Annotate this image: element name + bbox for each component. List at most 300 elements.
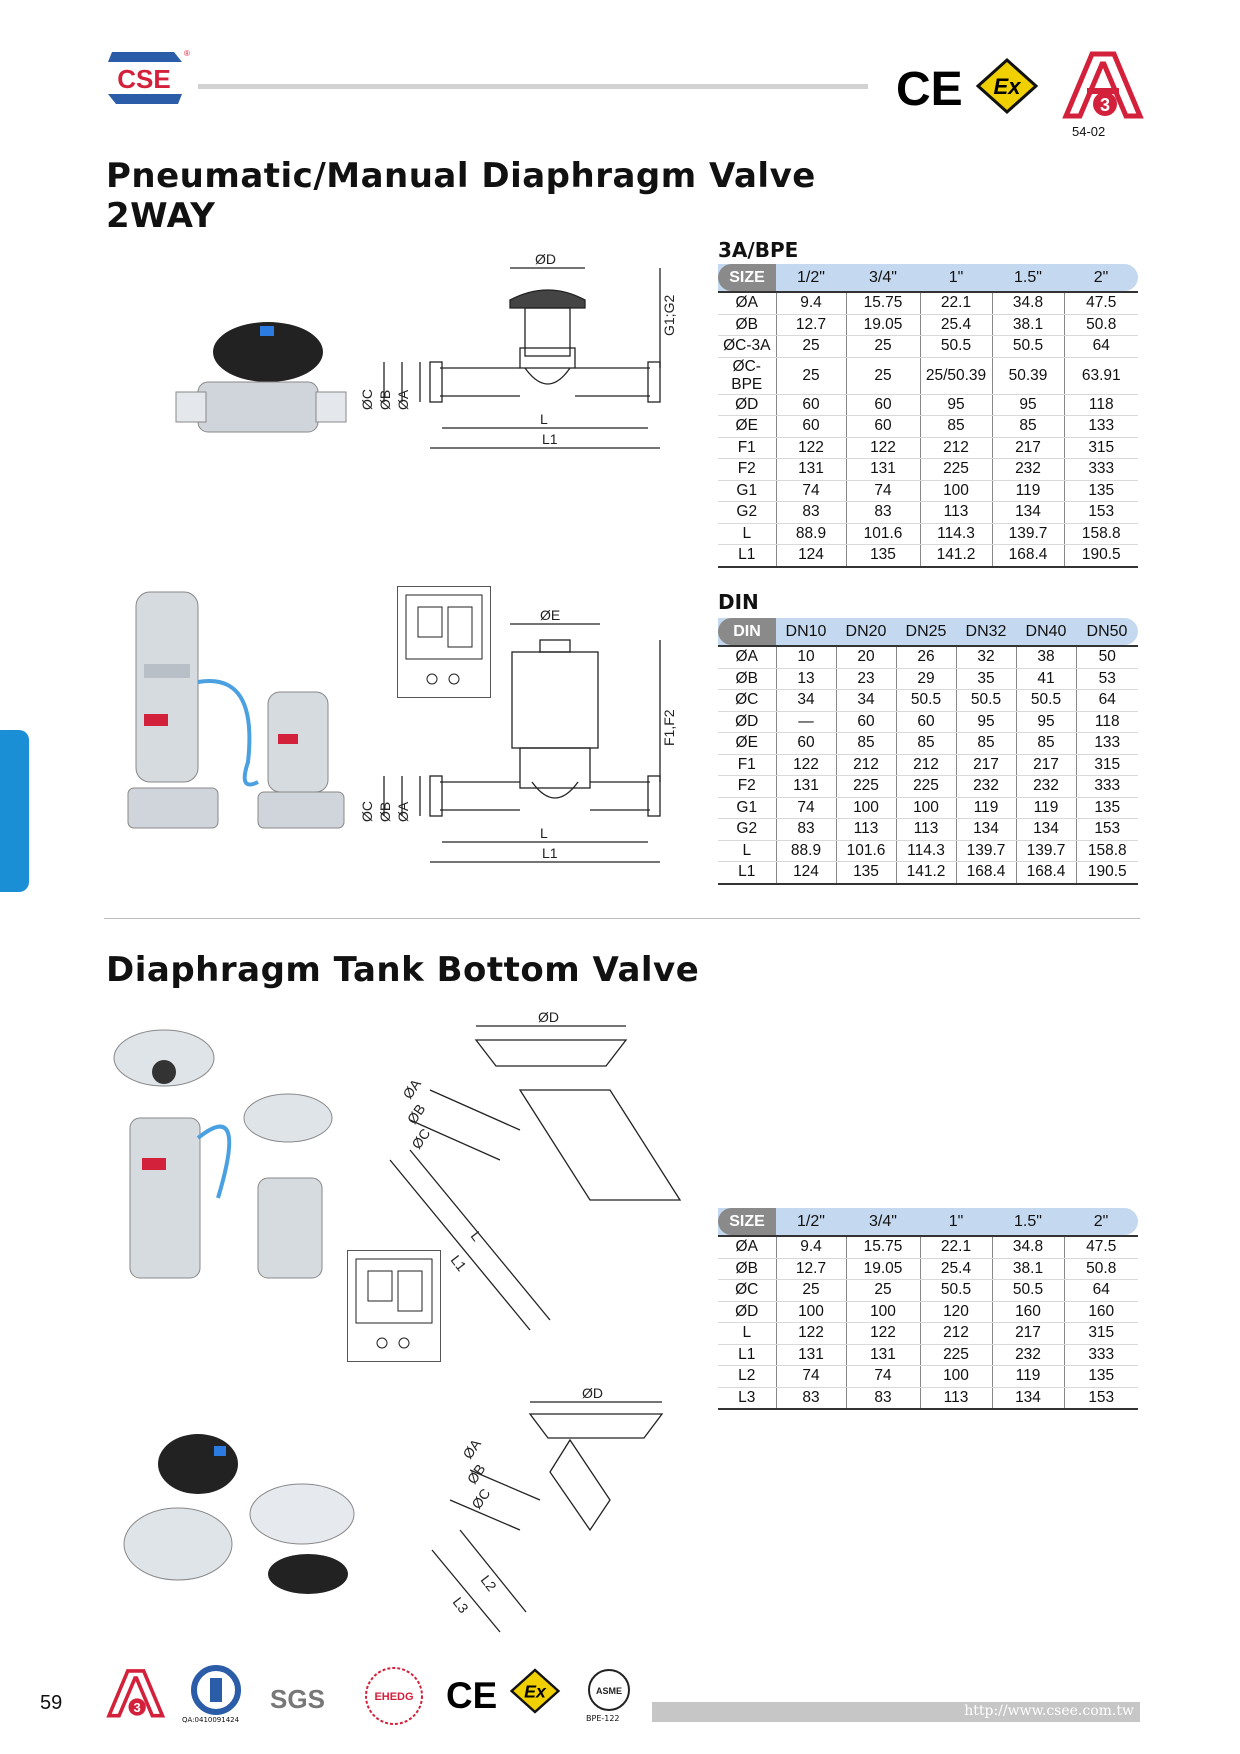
table-cell: 32 [956, 647, 1016, 668]
row-label: ØA [718, 1237, 776, 1258]
tuv-cert-number: QA:0410091424 [182, 1716, 240, 1724]
table-cell: 74 [846, 1366, 920, 1388]
table-cell: 131 [846, 1344, 920, 1366]
manual-valve-drawing [360, 250, 690, 460]
svg-text:ØC: ØC [359, 801, 375, 822]
table-row [718, 1280, 1138, 1302]
table-row [718, 1344, 1138, 1366]
row-label: L [718, 840, 776, 862]
table-cell: 134 [956, 819, 1016, 841]
tank-manual-drawing [430, 1380, 680, 1644]
svg-text:G1;G2: G1;G2 [661, 294, 677, 336]
table-cell: 47.5 [1064, 293, 1138, 314]
svg-text:ØB: ØB [403, 1101, 429, 1127]
svg-text:®: ® [184, 49, 190, 58]
svg-text:L1: L1 [447, 1251, 470, 1275]
table-cell: 25 [776, 1280, 846, 1302]
ehedg-logo [362, 1664, 426, 1728]
table-cell: 158.8 [1076, 840, 1138, 862]
table-cell: 100 [896, 797, 956, 819]
svg-text:L1: L1 [542, 845, 558, 861]
table-cell: 134 [992, 502, 1064, 524]
table-cell: 158.8 [1064, 523, 1138, 545]
table-cell: 50.8 [1064, 314, 1138, 336]
table-row [718, 862, 1138, 884]
manual-valve-photo [168, 312, 378, 452]
table-tank-header [718, 1208, 1138, 1235]
section-divider [104, 918, 1140, 919]
table-cell: 25 [776, 336, 846, 358]
table-row [718, 523, 1138, 545]
table-cell: 50.5 [956, 690, 1016, 712]
svg-text:L2: L2 [477, 1571, 500, 1595]
row-label: L1 [718, 1344, 776, 1366]
svg-text:L: L [540, 825, 548, 841]
table-row [718, 1323, 1138, 1345]
table-cell: 25.4 [920, 1258, 992, 1280]
asme-bpe-code: BPE-122 [586, 1714, 620, 1723]
table-cell: 50 [1076, 647, 1138, 668]
table-3a-body [718, 293, 1138, 568]
row-label: G1 [718, 797, 776, 819]
table-cell: 135 [1076, 797, 1138, 819]
table-row [718, 1387, 1138, 1409]
table-cell: 85 [1016, 733, 1076, 755]
svg-text:EHEDG: EHEDG [374, 1691, 414, 1703]
pneumatic-valve-photo [118, 582, 368, 854]
table-cell: 34 [836, 690, 896, 712]
tuv-logo [182, 1664, 248, 1730]
table-din-head-label: DIN [718, 618, 776, 645]
table-row [718, 1366, 1138, 1388]
table-cell: 190.5 [1076, 862, 1138, 884]
table-din [718, 618, 1138, 885]
table-cell: 83 [846, 502, 920, 524]
table-cell: 153 [1064, 502, 1138, 524]
row-label: ØD [718, 711, 776, 733]
table-cell: 85 [920, 416, 992, 438]
row-label: ØB [718, 668, 776, 690]
row-label: ØB [718, 314, 776, 336]
table-cell: 47.5 [1064, 1237, 1138, 1258]
svg-text:CSE: CSE [117, 64, 171, 94]
table-cell: 29 [896, 668, 956, 690]
column-header: DN50 [1086, 623, 1128, 640]
table-cell: 15.75 [846, 293, 920, 314]
table-cell: 114.3 [920, 523, 992, 545]
svg-text:ØC: ØC [408, 1125, 434, 1152]
table-cell: 131 [846, 459, 920, 481]
section1-title [106, 156, 816, 236]
table-cell: 160 [1064, 1301, 1138, 1323]
table-cell: 64 [1064, 336, 1138, 358]
row-label: G2 [718, 819, 776, 841]
table-cell: 232 [956, 776, 1016, 798]
table-cell: 124 [776, 862, 836, 884]
table-cell: 124 [776, 545, 846, 567]
svg-text:CE: CE [446, 1674, 498, 1716]
table-cell: 25 [846, 357, 920, 394]
table-cell: 135 [1064, 480, 1138, 502]
row-label: F2 [718, 776, 776, 798]
column-header: 1/2" [797, 1213, 825, 1230]
table-cell: 217 [992, 1323, 1064, 1345]
brand-logo [104, 48, 190, 110]
row-label: L2 [718, 1366, 776, 1388]
table-cell: 74 [776, 1366, 846, 1388]
table-cell: 15.75 [846, 1237, 920, 1258]
svg-text:Ex: Ex [524, 1681, 546, 1702]
table-cell: 333 [1064, 459, 1138, 481]
column-header: 1/2" [797, 269, 825, 286]
din-valve-drawing [360, 600, 690, 880]
table-cell: 12.7 [776, 314, 846, 336]
table-cell: 168.4 [1016, 862, 1076, 884]
table-cell: 50.5 [1016, 690, 1076, 712]
table-row [718, 711, 1138, 733]
table-cell: 212 [896, 754, 956, 776]
table-cell: 141.2 [920, 545, 992, 567]
table-cell: 25 [846, 336, 920, 358]
table-row [718, 797, 1138, 819]
table-cell: 60 [846, 394, 920, 416]
table-cell: 50.39 [992, 357, 1064, 394]
table-cell: 100 [846, 1301, 920, 1323]
table-tank-body [718, 1237, 1138, 1410]
table-cell: 25/50.39 [920, 357, 992, 394]
table-cell: 85 [992, 416, 1064, 438]
table-cell: 168.4 [992, 545, 1064, 567]
table-row [718, 480, 1138, 502]
table-cell: 131 [776, 459, 846, 481]
table-cell: 135 [1064, 1366, 1138, 1388]
table-cell: 131 [776, 776, 836, 798]
row-label: ØA [718, 647, 776, 668]
table-cell: 135 [846, 545, 920, 567]
table-3a-caption: 3A/BPE [718, 238, 799, 262]
table-cell: 113 [920, 1387, 992, 1409]
row-label: G1 [718, 480, 776, 502]
svg-text:3: 3 [1099, 95, 1111, 115]
table-cell: 134 [992, 1387, 1064, 1409]
table-cell: 34.8 [992, 293, 1064, 314]
table-cell: 60 [836, 711, 896, 733]
column-header: DN40 [1025, 623, 1067, 640]
table-cell: 315 [1076, 754, 1138, 776]
table-cell: 315 [1064, 437, 1138, 459]
table-row [718, 502, 1138, 524]
table-cell: 100 [920, 1366, 992, 1388]
table-cell: 35 [956, 668, 1016, 690]
table-cell: 34.8 [992, 1237, 1064, 1258]
table-cell: 85 [836, 733, 896, 755]
table-cell: 122 [846, 437, 920, 459]
table-cell: 50.8 [1064, 1258, 1138, 1280]
svg-text:ØD: ØD [538, 1009, 559, 1025]
section2-title: Diaphragm Tank Bottom Valve [106, 950, 700, 990]
table-cell: 38.1 [992, 314, 1064, 336]
row-label: ØD [718, 394, 776, 416]
table-cell: 41 [1016, 668, 1076, 690]
table-cell: 95 [956, 711, 1016, 733]
row-label: ØC [718, 1280, 776, 1302]
table-cell: 100 [836, 797, 896, 819]
column-header: 2" [1093, 1213, 1109, 1230]
table-cell: 120 [920, 1301, 992, 1323]
column-header: 3/4" [869, 1213, 897, 1230]
row-label: L [718, 523, 776, 545]
table-row [718, 459, 1138, 481]
table-cell: 88.9 [776, 523, 846, 545]
a3-mark [1062, 50, 1142, 126]
table-cell: 122 [776, 1323, 846, 1345]
svg-text:ØC: ØC [468, 1485, 494, 1512]
table-cell: 134 [1016, 819, 1076, 841]
column-header: 1" [948, 269, 964, 286]
svg-text:CE: CE [896, 63, 963, 116]
table-row [718, 1258, 1138, 1280]
table-cell: 64 [1064, 1280, 1138, 1302]
table-cell: 74 [776, 797, 836, 819]
sgs-logo: SGS [270, 1684, 325, 1714]
table-row [718, 545, 1138, 567]
column-header: 2" [1093, 269, 1109, 286]
svg-text:ØA: ØA [395, 801, 411, 822]
row-label: ØE [718, 416, 776, 438]
table-cell: 60 [896, 711, 956, 733]
table-cell: 50.5 [992, 336, 1064, 358]
table-cell: 12.7 [776, 1258, 846, 1280]
table-cell: 114.3 [896, 840, 956, 862]
table-cell: 60 [846, 416, 920, 438]
table-3a [718, 264, 1138, 568]
table-tank-head-label: SIZE [718, 1208, 776, 1235]
table-cell: 83 [776, 819, 836, 841]
table-row [718, 293, 1138, 314]
table-cell: 119 [992, 480, 1064, 502]
svg-text:ØC: ØC [359, 389, 375, 410]
column-header: 3/4" [869, 269, 897, 286]
table-cell: 50.5 [920, 336, 992, 358]
table-cell: 118 [1064, 394, 1138, 416]
table-cell: 95 [992, 394, 1064, 416]
row-label: ØC-BPE [718, 357, 776, 394]
table-cell: 212 [836, 754, 896, 776]
column-header: DN25 [905, 623, 947, 640]
svg-text:L3: L3 [449, 1593, 472, 1617]
table-cell: 25 [776, 357, 846, 394]
table-cell: 23 [836, 668, 896, 690]
table-cell: 232 [1016, 776, 1076, 798]
table-cell: 190.5 [1064, 545, 1138, 567]
section1-title-line2: 2WAY [106, 196, 216, 236]
row-label: L3 [718, 1387, 776, 1409]
table-cell: 225 [896, 776, 956, 798]
table-cell: 85 [896, 733, 956, 755]
table-cell: 85 [956, 733, 1016, 755]
table-cell: 9.4 [776, 293, 846, 314]
svg-text:F1,F2: F1,F2 [661, 709, 677, 746]
table-cell: 22.1 [920, 293, 992, 314]
table-cell: 22.1 [920, 1237, 992, 1258]
column-header: DN10 [785, 623, 827, 640]
table-cell: 168.4 [956, 862, 1016, 884]
table-cell: 19.05 [846, 1258, 920, 1280]
table-cell: 315 [1064, 1323, 1138, 1345]
table-row [718, 336, 1138, 358]
svg-text:L: L [540, 411, 548, 427]
table-cell: 153 [1076, 819, 1138, 841]
table-cell: 122 [776, 437, 846, 459]
row-label: L1 [718, 862, 776, 884]
table-cell: 60 [776, 416, 846, 438]
table-cell: 101.6 [836, 840, 896, 862]
section1-title-line1: Pneumatic/Manual Diaphragm Valve [106, 156, 816, 196]
page-number: 59 [40, 1692, 63, 1714]
table-cell: 133 [1064, 416, 1138, 438]
table-din-header [718, 618, 1138, 645]
table-cell: 20 [836, 647, 896, 668]
footer-ce-mark [446, 1674, 498, 1718]
column-header: DN20 [845, 623, 887, 640]
table-row [718, 733, 1138, 755]
column-header: 1.5" [1014, 1213, 1042, 1230]
ce-mark [896, 63, 963, 116]
table-cell: 83 [776, 502, 846, 524]
svg-text:ØD: ØD [582, 1385, 603, 1401]
tank-manual-photo [118, 1424, 358, 1600]
table-row [718, 754, 1138, 776]
svg-text:Ex: Ex [993, 74, 1021, 99]
table-cell: 212 [920, 437, 992, 459]
table-cell: 139.7 [992, 523, 1064, 545]
svg-text:L1: L1 [542, 431, 558, 447]
table-cell: 232 [992, 459, 1064, 481]
table-cell: 88.9 [776, 840, 836, 862]
row-label: ØE [718, 733, 776, 755]
table-tank [718, 1208, 1138, 1410]
table-cell: 26 [896, 647, 956, 668]
footer-url-bar[interactable] [652, 1702, 1140, 1722]
svg-text:ASME: ASME [595, 1686, 623, 1696]
table-cell: 64 [1076, 690, 1138, 712]
table-row [718, 437, 1138, 459]
table-cell: 60 [776, 394, 846, 416]
side-tab [0, 730, 29, 892]
row-label: F2 [718, 459, 776, 481]
svg-text:ØE: ØE [540, 607, 561, 623]
table-cell: 50.5 [896, 690, 956, 712]
asme-logo [584, 1664, 634, 1730]
svg-text:L: L [467, 1227, 486, 1244]
table-cell: 38.1 [992, 1258, 1064, 1280]
row-label: ØA [718, 293, 776, 314]
table-cell: 95 [1016, 711, 1076, 733]
table-cell: 217 [992, 437, 1064, 459]
table-cell: 217 [956, 754, 1016, 776]
table-cell: 113 [896, 819, 956, 841]
table-din-body [718, 647, 1138, 885]
table-row [718, 1237, 1138, 1258]
table-cell: 122 [776, 754, 836, 776]
svg-text:ØA: ØA [459, 1435, 485, 1462]
table-cell: 50.5 [920, 1280, 992, 1302]
cert-code: 54-02 [1072, 124, 1106, 139]
table-cell: 133 [1076, 733, 1138, 755]
footer-url[interactable]: http://www.csee.com.tw [964, 1703, 1134, 1719]
svg-text:3: 3 [133, 1700, 141, 1716]
table-cell: 119 [992, 1366, 1064, 1388]
table-cell: 119 [956, 797, 1016, 819]
table-cell: 83 [776, 1387, 846, 1409]
row-label: ØD [718, 1301, 776, 1323]
row-label: L1 [718, 545, 776, 567]
table-cell: 135 [836, 862, 896, 884]
table-cell: 53 [1076, 668, 1138, 690]
table-cell: 74 [846, 480, 920, 502]
table-cell: 113 [836, 819, 896, 841]
table-cell: 119 [1016, 797, 1076, 819]
table-cell: 217 [1016, 754, 1076, 776]
table-cell: 141.2 [896, 862, 956, 884]
table-row [718, 776, 1138, 798]
table-cell: 10 [776, 647, 836, 668]
table-cell: 19.05 [846, 314, 920, 336]
table-cell: 139.7 [956, 840, 1016, 862]
table-cell: 212 [920, 1323, 992, 1345]
table-row [718, 647, 1138, 668]
table-row [718, 416, 1138, 438]
table-cell: 118 [1076, 711, 1138, 733]
table-cell: 333 [1076, 776, 1138, 798]
row-label: F1 [718, 437, 776, 459]
table-row [718, 840, 1138, 862]
svg-text:ØB: ØB [463, 1461, 489, 1487]
table-cell: 153 [1064, 1387, 1138, 1409]
row-label: ØC [718, 690, 776, 712]
row-label: F1 [718, 754, 776, 776]
svg-text:ØA: ØA [399, 1075, 425, 1102]
table-cell: 139.7 [1016, 840, 1076, 862]
table-cell: 100 [920, 480, 992, 502]
table-din-caption: DIN [718, 590, 759, 614]
table-cell: 63.91 [1064, 357, 1138, 394]
footer-ex-mark [510, 1668, 560, 1718]
table-row [718, 357, 1138, 394]
table-cell: 225 [920, 459, 992, 481]
table-cell: 225 [920, 1344, 992, 1366]
table-cell: 100 [776, 1301, 846, 1323]
table-cell: 131 [776, 1344, 846, 1366]
table-cell: — [776, 711, 836, 733]
table-cell: 122 [846, 1323, 920, 1345]
row-label: L [718, 1323, 776, 1345]
row-label: ØC-3A [718, 336, 776, 358]
svg-text:ØB: ØB [377, 389, 393, 410]
table-3a-header [718, 264, 1138, 291]
table-cell: 225 [836, 776, 896, 798]
table-row [718, 819, 1138, 841]
svg-text:ØD: ØD [535, 251, 556, 267]
table-cell: 25.4 [920, 314, 992, 336]
svg-text:ØA: ØA [395, 389, 411, 410]
tank-valve-photo [108, 1028, 340, 1290]
row-label: G2 [718, 502, 776, 524]
table-cell: 38 [1016, 647, 1076, 668]
ex-mark [976, 58, 1038, 118]
table-row [718, 314, 1138, 336]
table-cell: 83 [846, 1387, 920, 1409]
